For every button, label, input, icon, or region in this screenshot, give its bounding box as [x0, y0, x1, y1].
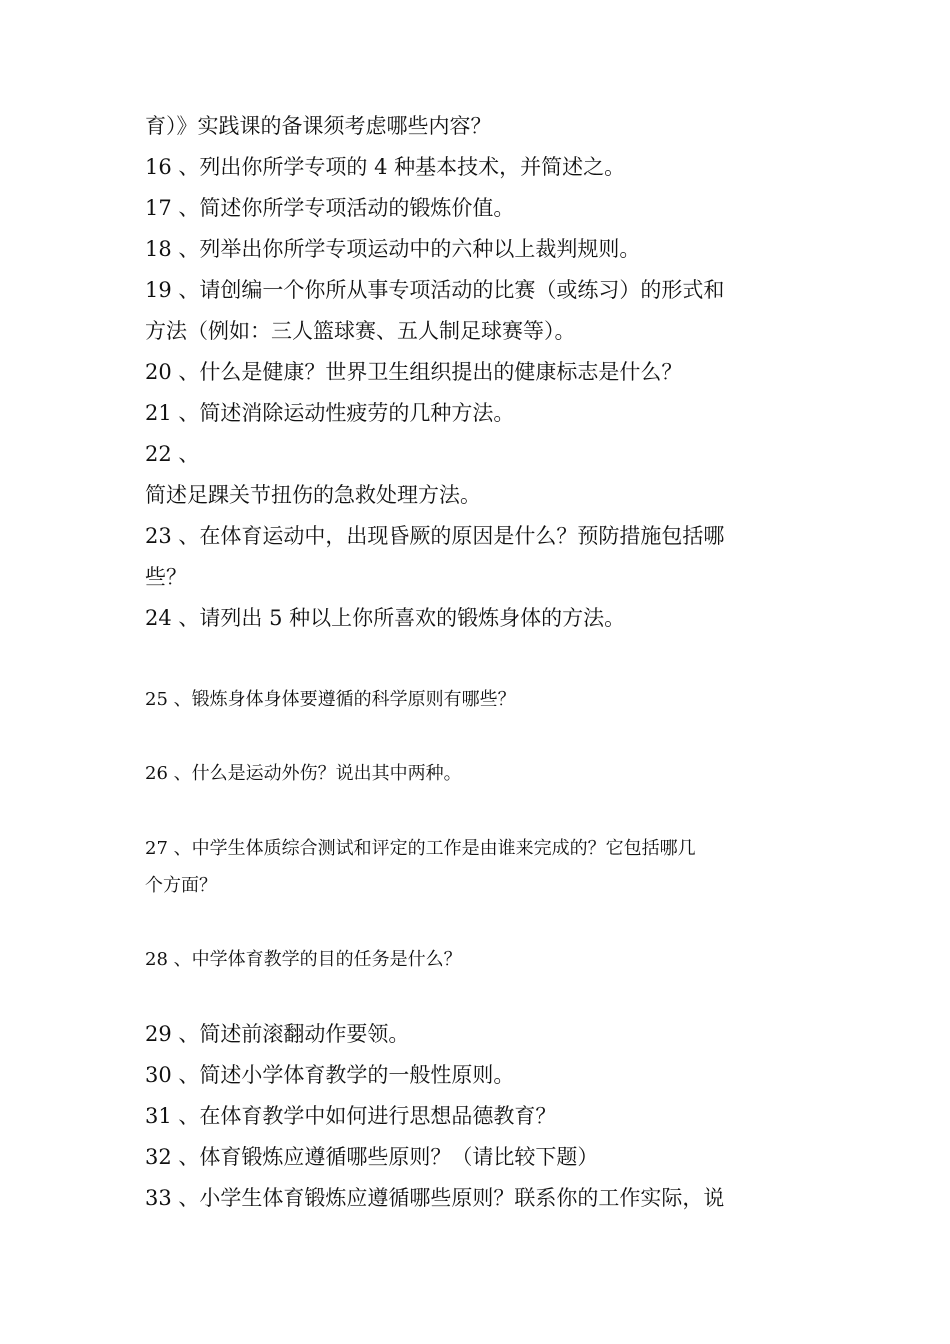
text-line-15: 26 、什么是运动外伤？说出其中两种。: [145, 763, 462, 784]
text-line-21: 31 、在体育教学中如何进行思想品德教育？: [145, 1104, 557, 1128]
text-line-11: 23 、在体育运动中，出现昏厥的原因是什么？预防措施包括哪: [145, 524, 725, 548]
text-line-5: 19 、请创编一个你所从事专项活动的比赛（或练习）的形式和: [145, 278, 725, 302]
text-line-8: 21 、简述消除运动性疲劳的几种方法。: [145, 401, 515, 425]
text-line-19: 29 、简述前滚翻动作要领。: [145, 1022, 410, 1046]
text-line-23: 33 、小学生体育锻炼应遵循哪些原则？联系你的工作实际，说: [145, 1186, 725, 1210]
text-line-14: 25 、锻炼身体身体要遵循的科学原则有哪些？: [145, 689, 516, 710]
text-line-1: 育）》实践课的备课须考虑哪些内容？: [145, 114, 492, 138]
text-line-9: 22 、: [145, 442, 200, 466]
text-line-20: 30 、简述小学体育教学的一般性原则。: [145, 1063, 515, 1087]
text-line-12: 些？: [145, 565, 187, 589]
text-line-10: 简述足踝关节扭伤的急救处理方法。: [145, 483, 481, 507]
text-line-3: 17 、简述你所学专项活动的锻炼价值。: [145, 196, 515, 220]
text-line-2: 16 、列出你所学专项的 4 种基本技术，并简述之。: [145, 155, 626, 179]
text-line-6: 方法（例如：三人篮球赛、五人制足球赛等）。: [145, 319, 576, 343]
text-line-17: 个方面？: [145, 875, 217, 896]
text-line-16: 27 、中学生体质综合测试和评定的工作是由谁来完成的？它包括哪几: [145, 838, 696, 859]
text-line-18: 28 、中学体育教学的目的任务是什么？: [145, 949, 462, 970]
text-line-4: 18 、列举出你所学专项运动中的六种以上裁判规则。: [145, 237, 641, 261]
text-line-7: 20 、什么是健康？世界卫生组织提出的健康标志是什么？: [145, 360, 683, 384]
text-line-13: 24 、请列出 5 种以上你所喜欢的锻炼身体的方法。: [145, 606, 626, 630]
text-line-22: 32 、体育锻炼应遵循哪些原则？（请比较下题）: [145, 1145, 599, 1169]
